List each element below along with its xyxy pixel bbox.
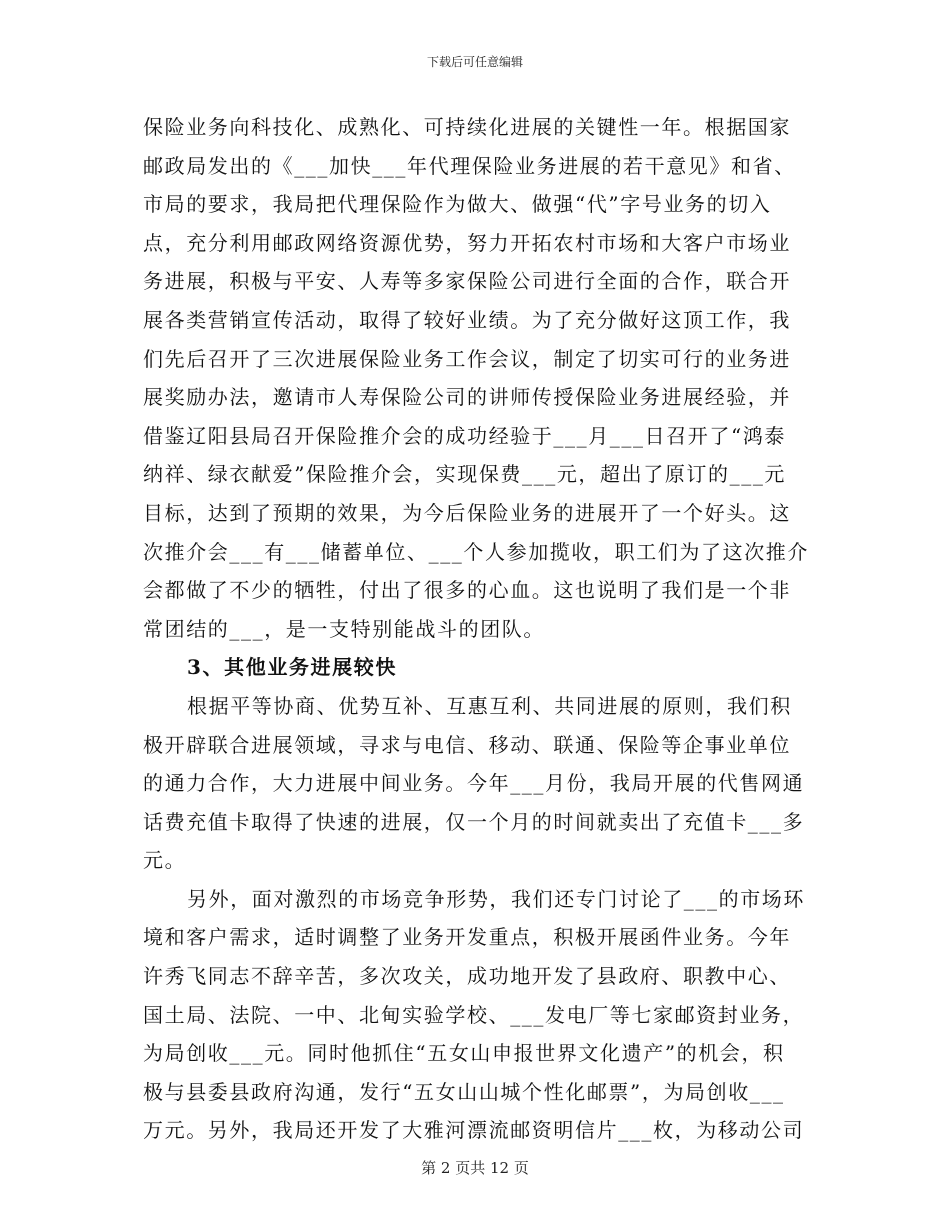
text-line: 国土局、法院、一中、北甸实验学校、___发电厂等七家邮资封业务， [143,1002,805,1027]
text-line: 点，充分利用邮政网络资源优势，努力开拓农村市场和大客户市场业 [143,230,791,255]
text-line: 市局的要求，我局把代理保险作为做大、做强“代”字号业务的切入 [143,192,772,217]
text-line: 展各类营销宣传活动，取得了较好业绩。为了充分做好这顶工作，我 [143,307,791,332]
text-line: 根据平等协商、优势互补、互惠互利、共同进展的原则，我们积 [187,693,792,718]
text-line: 另外，面对激烈的市场竞争形势，我们还专门讨论了___的市场环 [187,886,805,911]
text-line: 邮政局发出的《___加快___年代理保险业务进展的若干意见》和省、 [143,153,796,178]
text-line: 境和客户需求，适时调整了业务开发重点，积极开展函件业务。今年 [143,925,791,950]
page-header: 下载后可任意编辑 [426,55,523,69]
text-line: 务进展，积极与平安、人寿等多家保险公司进行全面的合作，联合开 [143,269,791,294]
text-line: 万元。另外，我局还开发了大雅河漂流邮资明信片___枚，为移动公司 [143,1118,805,1143]
text-line: 为局创收___元。同时他抓住“五女山申报世界文化遗产”的机会，积 [143,1041,785,1066]
text-line: 目标，达到了预期的效果，为今后保险业务的进展开了一个好头。这 [143,500,791,525]
text-line: 的通力合作，大力进展中间业务。今年___月份，我局开展的代售网通 [143,771,805,796]
text-line: 会都做了不少的牺牲，付出了很多的心血。这也说明了我们是一个非 [143,578,791,603]
text-line: 极与县委县政府沟通，发行“五女山山城个性化邮票”，为局创收___ [143,1079,785,1104]
text-line: 纳祥、绿衣献爱”保险推介会，实现保费___元，超出了原订的___元 [143,462,787,487]
text-line: 许秀飞同志不辞辛苦，多次攻关，成功地开发了县政府、职教中心、 [143,964,791,989]
text-line: 话费充值卡取得了快速的进展，仅一个月的时间就卖出了充值卡___多 [143,809,805,834]
text-line: 常团结的___，是一支特别能战斗的团队。 [143,616,545,641]
text-line: 们先后召开了三次进展保险业务工作会议，制定了切实可行的业务进 [143,346,791,371]
text-line: 元。 [143,848,187,873]
text-line: 次推介会___有___储蓄单位、___个人参加揽收，职工们为了这次推介 [143,539,809,564]
text-line: 借鉴辽阳县局召开保险推介会的成功经验于___月___日召开了“鸿泰 [143,423,787,448]
text-line: 极开辟联合进展领域，寻求与电信、移动、联通、保险等企事业单位 [143,732,791,757]
body-text [143,108,823,1150]
text-line: 展奖励办法，邀请市人寿保险公司的讲师传授保险业务进展经验，并 [143,385,791,410]
page-number: 第 2 页共 12 页 [421,1159,529,1177]
section-heading: 3、其他业务进展较快 [187,655,397,680]
text-line: 保险业务向科技化、成熟化、可持续化进展的关键性一年。根据国家 [143,115,791,139]
